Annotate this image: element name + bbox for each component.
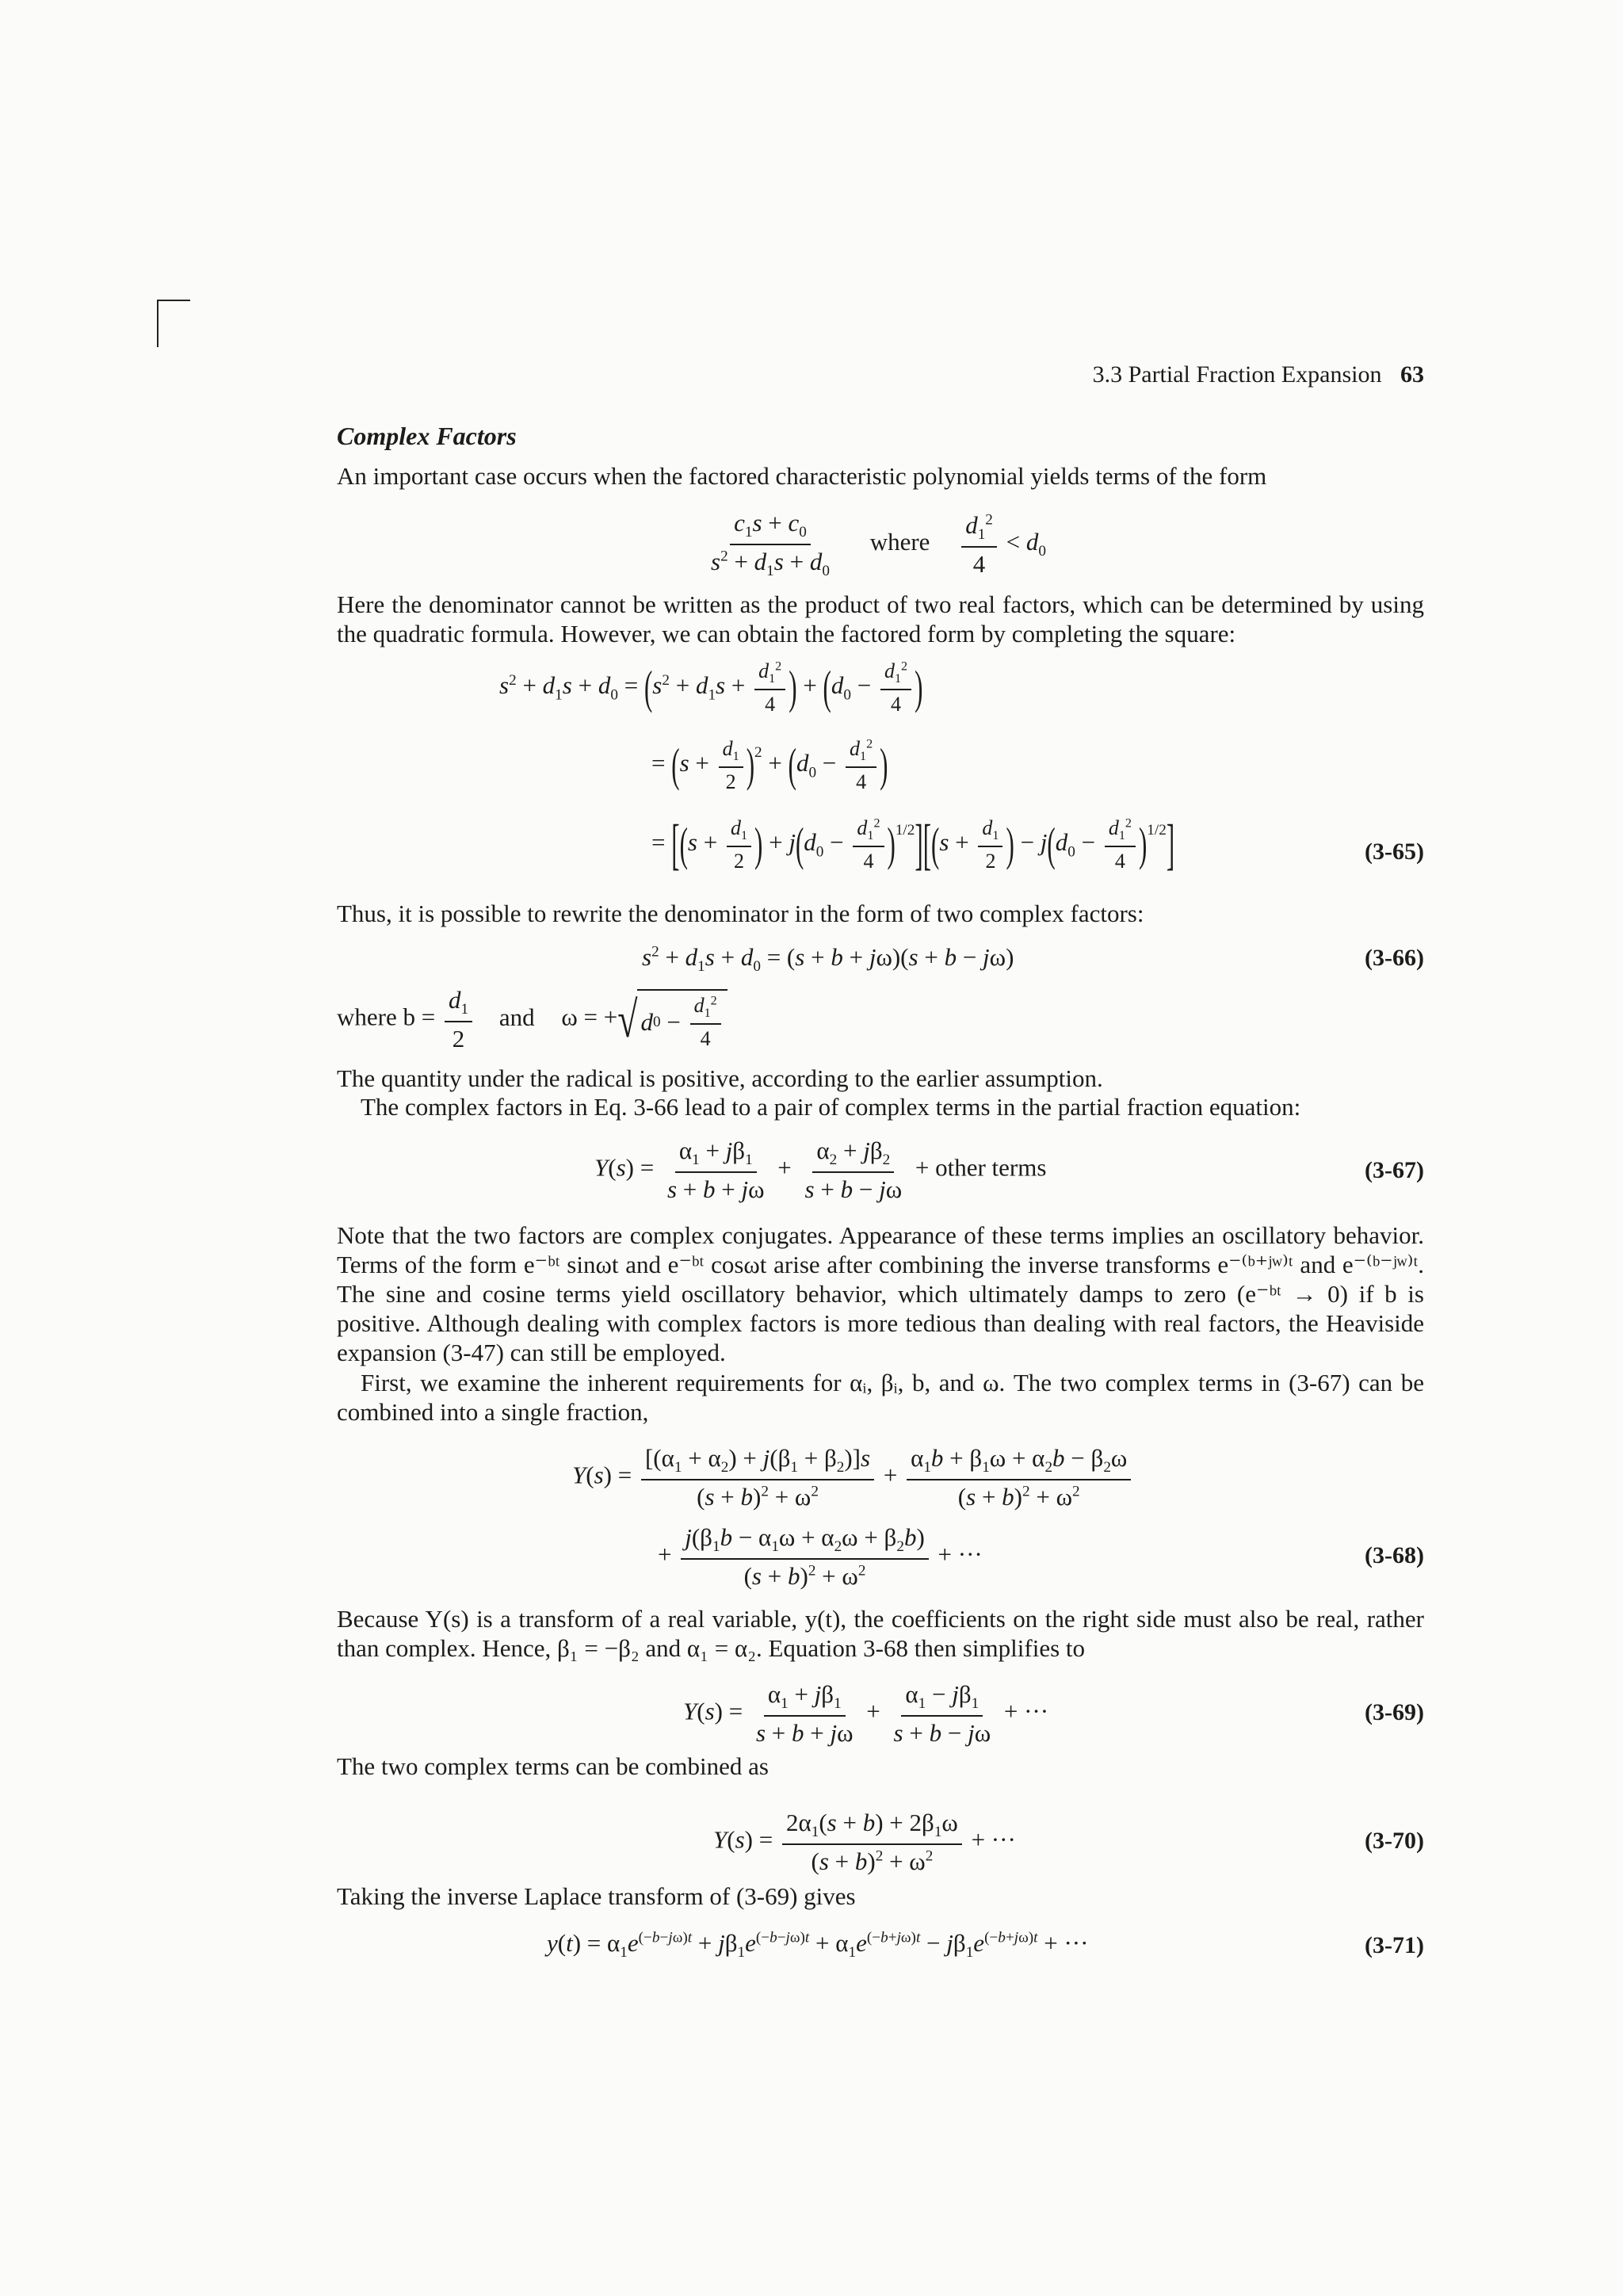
equation-number-3-66: (3-66) [1365, 945, 1424, 971]
scan-corner-mark-horizontal [157, 300, 190, 301]
equation-square-line-1: $s^2 + d_1s + d_0 = (s^2 + d_1s$ + $\frac{d_1^2}{4}$ ) + ($d_0$ − $\frac{d_1^2}{4}$ ) [499, 659, 923, 716]
equation-number-3-70: (3-70) [1365, 1828, 1424, 1854]
word-and: and [498, 1003, 535, 1031]
scan-corner-mark-vertical [157, 300, 158, 347]
paragraph-intro: An important case occurs when the factored characteristic polynomial yields terms of the form [337, 462, 1267, 490]
equation-square-line-2: = (s + $\frac{d_1}{2}$ )$^2 + (d_0$ − $\frac{d_1^2}{4}$ ) [651, 737, 888, 794]
equation-number-3-71: (3-71) [1365, 1932, 1424, 1958]
paragraph-inverse-transform: Taking the inverse Laplace transform of (3-69) gives [337, 1882, 856, 1910]
paragraph-radical-positive: The quantity under the radical is positive, according to the earlier assumption. [337, 1064, 1103, 1092]
running-header [1054, 361, 1424, 388]
equation-3-67: Y(s) = $\frac{\alpha_1 + j\beta_1}{s + b + j\omega}$ + $\frac{\alpha_2 + j\beta_2}{s + b - j\omega}$ + other terms [594, 1137, 1047, 1204]
equation-square-line-3: = [(s + $\frac{d_1}{2}$ ) + $j(d_0$ − $\frac{d_1^2}{4}$ )$^{1/2}$][(s + $\frac{d_1}{2}$ ) − $j(d_0$ − $\frac{d_1^2}{4}$ )$^{1/2}$] [651, 812, 1175, 877]
page-number: 63 [1400, 361, 1424, 388]
word-where-b: where b = [337, 1003, 436, 1031]
equation-3-71: $y(t) = \alpha_1e^{(-b-j\omega)t} + j\beta_1e^{(-b-j\omega)t} + \alpha_1e^{(-b+j\omega)t} - j\beta_1e^{(-b+j\omega)t}$ + ··· [547, 1929, 1089, 1962]
paragraph-inherent-requirements: First, we examine the inherent requirements for αᵢ, βᵢ, b, and ω. The two complex terms in (3-67) can be combined into a single fraction, [337, 1369, 1424, 1426]
paragraph-combined: The two complex terms can be combined as [337, 1752, 769, 1780]
equation-3-66: $s^2 + d_1s + d_0 = (s + b + j\omega)(s + b - j\omega)$ [642, 943, 1014, 976]
equation-3-68-line-1: Y(s) = $\frac{[(\alpha_1 + \alpha_2) + j(\beta_1 + \beta_2)]s}{(s + b)^2 + \omega^2}$ + $\frac{\alpha_1b + \beta_1\omega + \alpha_2b - \beta_2\omega}{(s + b)^2 + \omega^2}$ [572, 1444, 1134, 1511]
header-section-label: 3.3 Partial Fraction Expansion [1092, 361, 1382, 388]
equation-3-70: Y(s) = $\frac{2\alpha_1(s + b) + 2\beta_1\omega}{(s + b)^2 + \omega^2}$ + ··· [713, 1809, 1016, 1876]
equation-number-3-65: (3-65) [1365, 839, 1424, 865]
equation-complex-term: $\frac{c_1s + c_0}{s^2 + d_1s + d_0}$ where $\frac{d_1^2}{4}$ < $d_0$ [711, 509, 1046, 580]
paragraph-two-complex-factors: Thus, it is possible to rewrite the denominator in the form of two complex factors: [337, 900, 1144, 927]
paragraph-complex-conjugates: Note that the two factors are complex conjugates. Appearance of these terms implies an oscillatory behavior. Terms of the form e⁻ᵇᵗ sinωt and e⁻ᵇᵗ cosωt arise after combining the inverse transforms e⁻⁽ᵇ⁺ʲʷ⁾ᵗ and e⁻⁽ᵇ⁻ʲʷ⁾ᵗ. The sine and cosine terms yield oscillatory behavior, which ultimately damps to zero (e⁻ᵇᵗ → 0) if b is positive. Although dealing with complex factors is more tedious than dealing with real factors, the Heaviside expansion (3-47) can still be employed. [337, 1221, 1424, 1366]
paragraph-completing-square: Here the denominator cannot be written as the product of two real factors, which can be determined by using the quadratic formula. However, we can obtain the factored form by completing the square: [337, 590, 1424, 648]
equation-number-3-68: (3-68) [1365, 1542, 1424, 1568]
paragraph-complex-terms: The complex factors in Eq. 3-66 lead to a pair of complex terms in the partial fraction equation: [361, 1093, 1301, 1121]
section-title: Complex Factors [337, 422, 517, 450]
equation-number-3-67: (3-67) [1365, 1157, 1424, 1183]
equation-3-68-line-2: + $\frac{j(\beta_1b - \alpha_1\omega + \alpha_2\omega + \beta_2b)}{(s + b)^2 + \omega^2}$ + ··· [658, 1523, 983, 1591]
word-other-terms: + other terms [915, 1153, 1047, 1182]
equation-number-3-69: (3-69) [1365, 1699, 1424, 1725]
equation-3-69: Y(s) = $\frac{\alpha_1 + j\beta_1}{s + b + j\omega}$ + $\frac{\alpha_1 - j\beta_1}{s + b - j\omega}$ + ··· [683, 1680, 1049, 1748]
word-where: where [869, 528, 930, 556]
paragraph-real-coefficients: Because Y(s) is a transform of a real variable, y(t), the coefficients on the right side must also be real, rather than complex. Hence, β₁ = −β₂ and α₁ = α₂. Equation 3-68 then simplifies to [337, 1605, 1424, 1662]
equation-b-omega-definition: where b = $\frac{d_1}{2}$ and ω = + √ d 0 − $d_1^2$ 4 [337, 986, 727, 1053]
